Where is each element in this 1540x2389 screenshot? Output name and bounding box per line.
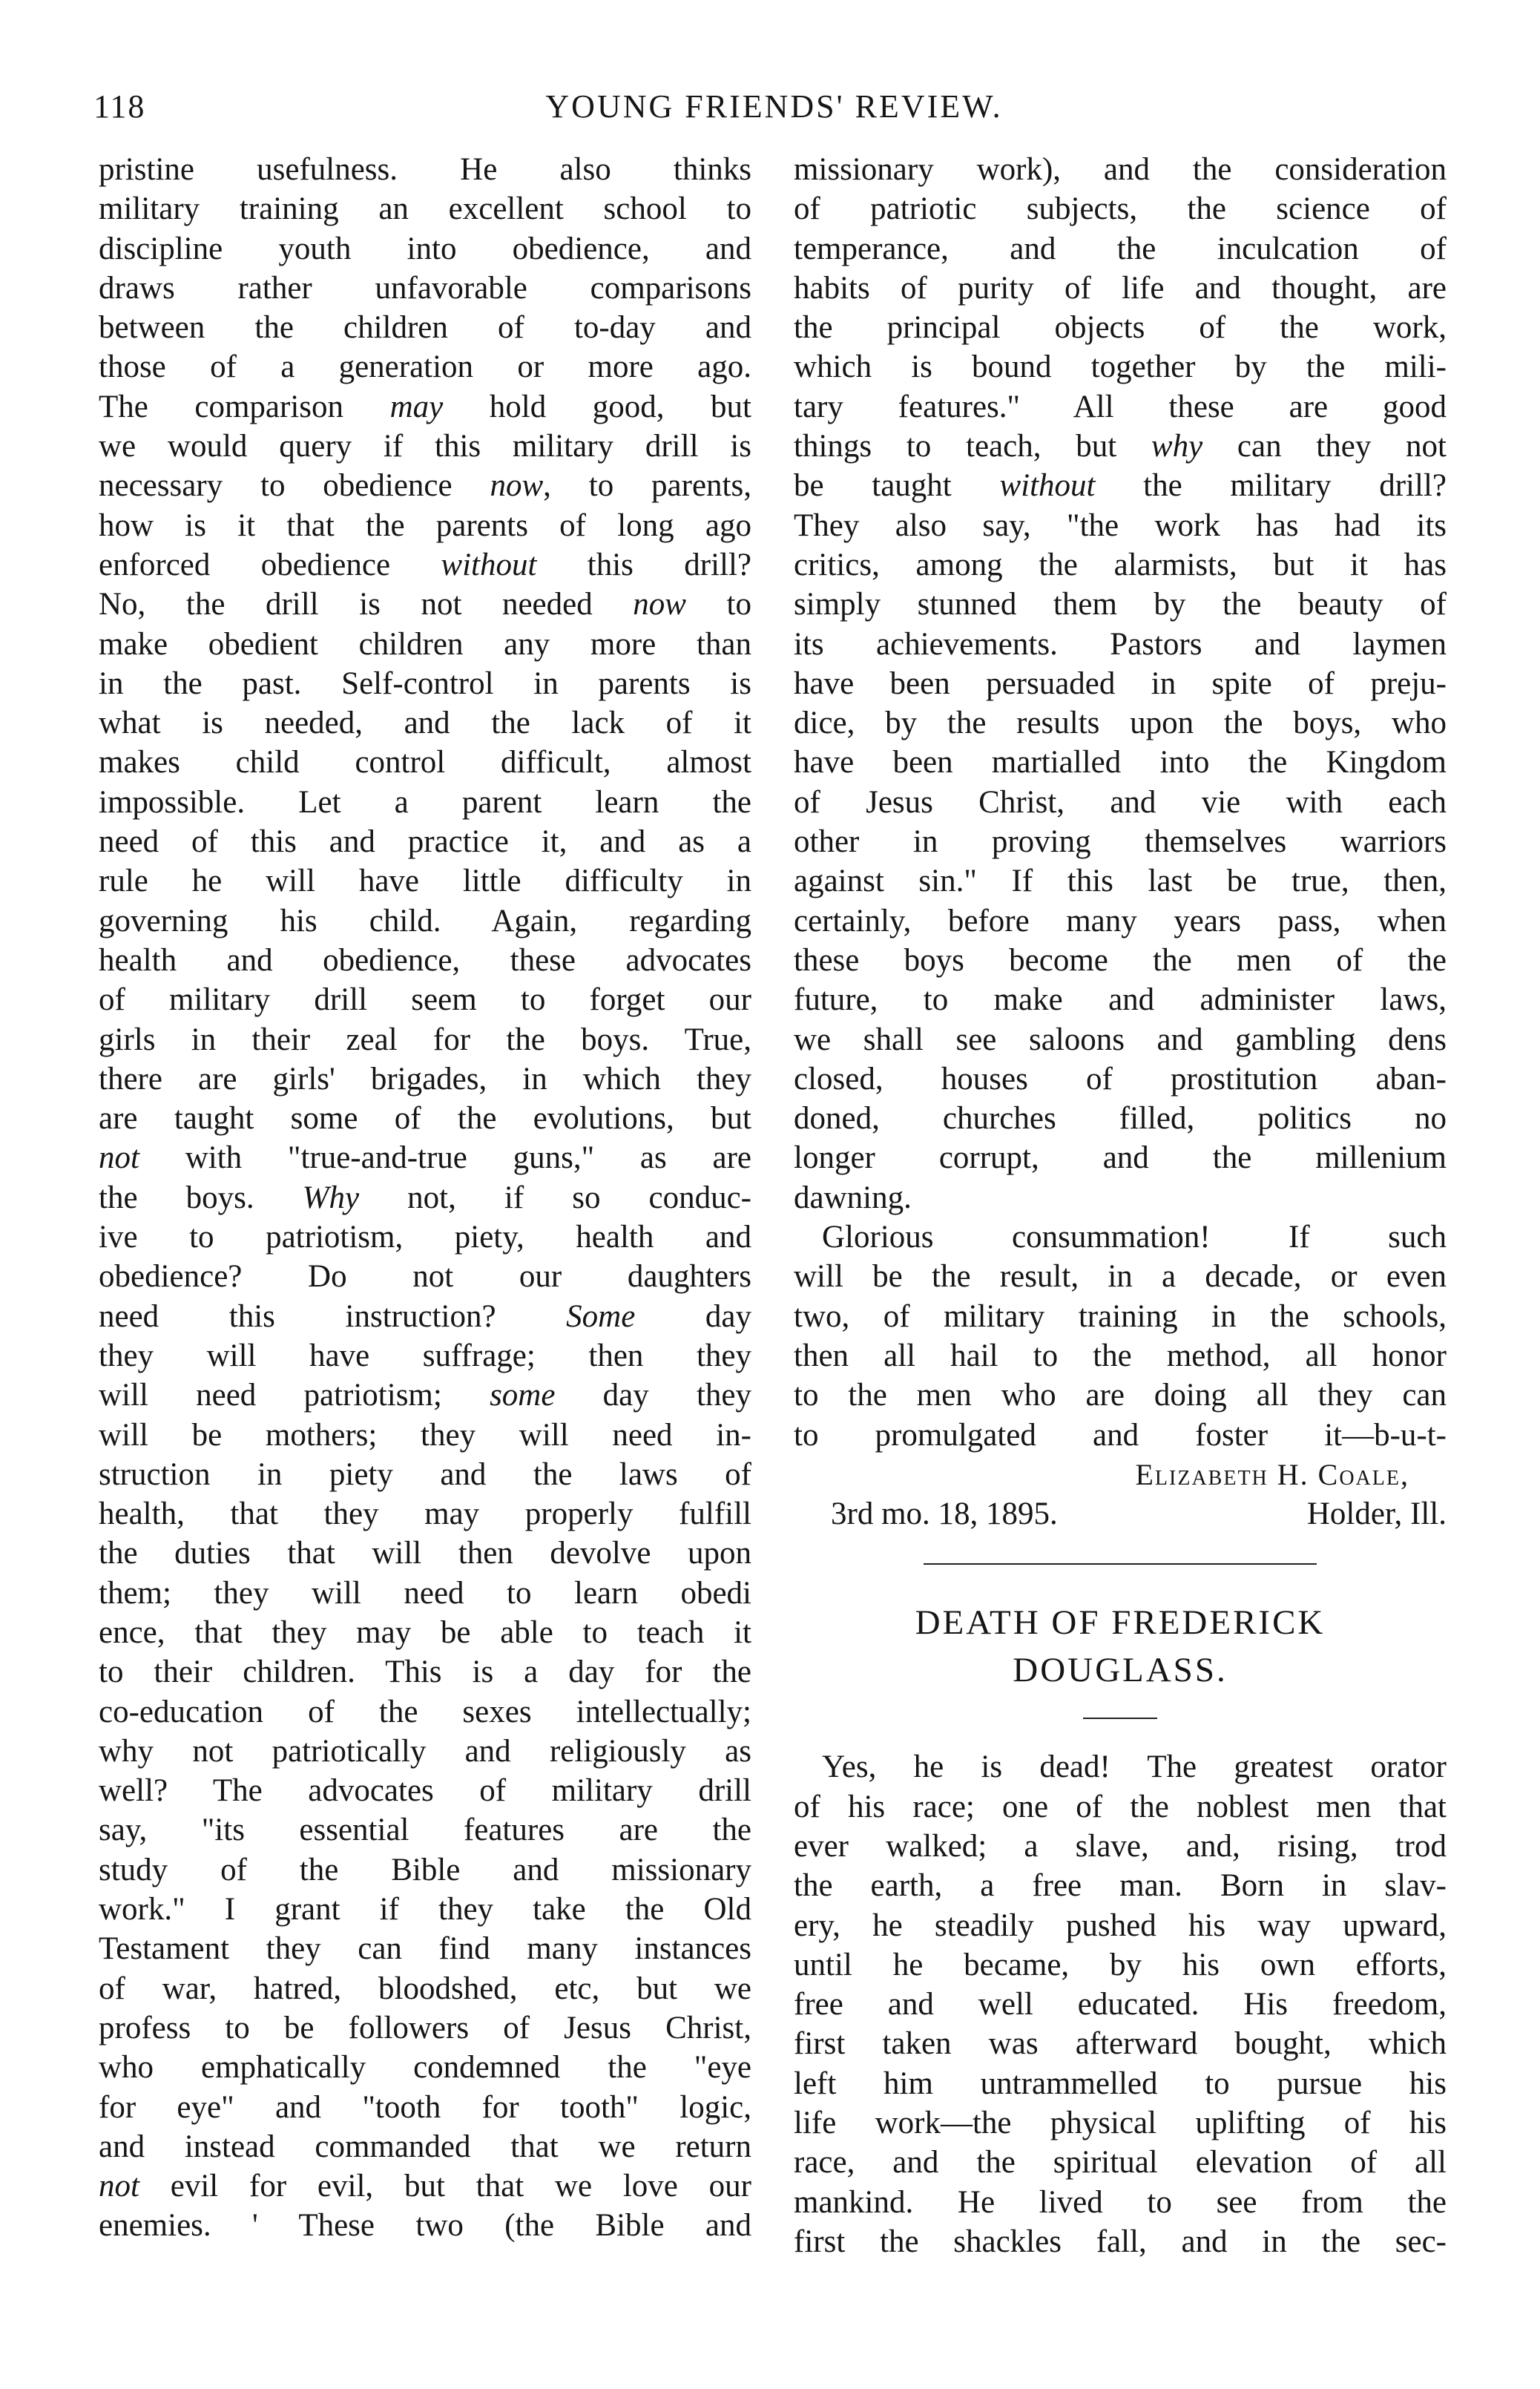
- left-column: [99, 150, 751, 2246]
- text-line: and instead commanded that we return: [99, 2129, 751, 2164]
- author-signature: Elizabeth H. Coale,: [1135, 1457, 1409, 1491]
- text-line: which is bound together by the mili-: [794, 349, 1447, 385]
- text-line: military training an excellent school to: [99, 191, 751, 227]
- text-line: well? The advocates of military drill: [99, 1773, 751, 1809]
- text-line: then all hail to the method, all honor: [794, 1338, 1447, 1373]
- text-line: enemies. ' These two (the Bible and: [99, 2208, 751, 2244]
- text-line: future, to make and administer laws,: [794, 982, 1447, 1018]
- text-line: Testament they can find many instances: [99, 1931, 751, 1967]
- text-line: discipline youth into obedience, and: [99, 231, 751, 266]
- text-line: temperance, and the inculcation of: [794, 231, 1447, 266]
- text-line: draws rather unfavorable comparisons: [99, 270, 751, 306]
- text-line: who emphatically condemned the "eye: [99, 2050, 751, 2086]
- text-line: be taught without the military drill?: [794, 468, 1447, 504]
- page-header: [93, 88, 1455, 132]
- text-line: The comparison may hold good, but: [99, 389, 751, 424]
- text-line: habits of purity of life and thought, are: [794, 270, 1447, 306]
- text-line: to promulgated and foster it—b-u-t-: [794, 1417, 1447, 1453]
- text-line: simply stunned them by the beauty of: [794, 587, 1447, 622]
- text-line: there are girls' brigades, in which they: [99, 1061, 751, 1097]
- text-line: profess to be followers of Jesus Christ,: [99, 2010, 751, 2045]
- text-line: will need patriotism; some day they: [99, 1378, 751, 1413]
- text-line: certainly, before many years pass, when: [794, 903, 1447, 939]
- text-line: rule he will have little difficulty in: [99, 864, 751, 899]
- text-line: They also say, "the work has had its: [794, 507, 1447, 543]
- text-line: health and obedience, these advocates: [99, 942, 751, 978]
- text-line: we shall see saloons and gambling dens: [794, 1022, 1447, 1057]
- text-line: of war, hatred, bloodshed, etc, but we: [99, 1971, 751, 2006]
- article-line: life work—the physical uplifting of his: [794, 2106, 1447, 2141]
- right-column: [794, 150, 1447, 2261]
- text-line: the boys. Why not, if so conduc-: [99, 1180, 751, 1215]
- text-line: ence, that they may be able to teach it: [99, 1614, 751, 1650]
- text-line: against sin." If this last be true, then,: [794, 864, 1447, 899]
- text-line: makes child control difficult, almost: [99, 745, 751, 781]
- text-line: obedience? Do not our daughters: [99, 1259, 751, 1295]
- text-line: pristine usefulness. He also thinks: [99, 152, 751, 187]
- text-line: these boys become the men of the: [794, 942, 1447, 978]
- text-line: girls in their zeal for the boys. True,: [99, 1022, 751, 1057]
- text-line: will be mothers; they will need in-: [99, 1417, 751, 1453]
- article-line: mankind. He lived to see from the: [794, 2184, 1447, 2220]
- text-line: need of this and practice it, and as a: [99, 824, 751, 860]
- text-line: those of a generation or more ago.: [99, 349, 751, 385]
- text-line: in the past. Self-control in parents is: [99, 666, 751, 701]
- text-line: them; they will need to learn obedi: [99, 1575, 751, 1611]
- article-line: first taken was afterward bought, which: [794, 2026, 1447, 2062]
- article-line: free and well educated. His freedom,: [794, 1987, 1447, 2022]
- article-line: first the shackles fall, and in the sec-: [794, 2224, 1447, 2259]
- text-line: missionary work), and the consideration: [794, 152, 1447, 187]
- text-line: governing his child. Again, regarding: [99, 903, 751, 939]
- text-line: the principal objects of the work,: [794, 310, 1447, 346]
- text-line: longer corrupt, and the millenium: [794, 1140, 1447, 1176]
- text-line: we would query if this military drill is: [99, 429, 751, 464]
- text-line: ive to patriotism, piety, health and: [99, 1220, 751, 1255]
- dateline: [794, 1494, 1447, 1534]
- article-title-line-1: DEATH OF FREDERICK: [915, 1603, 1326, 1643]
- text-line: not with "true-and-true guns," as are: [99, 1140, 751, 1176]
- article-line: of his race; one of the noblest men that: [794, 1789, 1447, 1824]
- text-line: other in proving themselves warriors: [794, 824, 1447, 860]
- text-line: they will have suffrage; then they: [99, 1338, 751, 1373]
- text-line: No, the drill is not needed now to: [99, 587, 751, 622]
- text-line: enforced obedience without this drill?: [99, 547, 751, 582]
- text-line: necessary to obedience now, to parents,: [99, 468, 751, 504]
- running-head: YOUNG FRIENDS' REVIEW.: [545, 88, 1003, 125]
- text-line: the duties that will then devolve upon: [99, 1536, 751, 1571]
- text-line: between the children of to-day and: [99, 310, 751, 346]
- text-line: of patriotic subjects, the science of: [794, 191, 1447, 227]
- text-line: critics, among the alarmists, but it has: [794, 547, 1447, 582]
- text-line: to their children. This is a day for the: [99, 1654, 751, 1690]
- text-line: have been martialled into the Kingdom: [794, 745, 1447, 781]
- article-line: ever walked; a slave, and, rising, trod: [794, 1828, 1447, 1864]
- text-line: health, that they may properly fulfill: [99, 1496, 751, 1532]
- title-divider: [1083, 1718, 1157, 1719]
- text-line: co-education of the sexes intellectually;: [99, 1694, 751, 1729]
- text-line: to the men who are doing all they can: [794, 1378, 1447, 1413]
- text-line: things to teach, but why can they not: [794, 429, 1447, 464]
- text-line: for eye" and "tooth for tooth" logic,: [99, 2089, 751, 2125]
- text-line: will be the result, in a decade, or even: [794, 1259, 1447, 1295]
- text-line: closed, houses of prostitution aban-: [794, 1061, 1447, 1097]
- text-line: dawning.: [794, 1180, 912, 1215]
- text-line: Glorious consummation! If such: [822, 1220, 1447, 1255]
- article-line: left him untrammelled to pursue his: [794, 2066, 1447, 2101]
- article-line: ery, he steadily pushed his way upward,: [794, 1907, 1447, 1943]
- text-line: two, of military training in the schools,: [794, 1298, 1447, 1334]
- text-line: need this instruction? Some day: [99, 1298, 751, 1334]
- text-line: impossible. Let a parent learn the: [99, 784, 751, 820]
- article-title-line-2: DOUGLASS.: [1013, 1651, 1228, 1690]
- article-line: until he became, by his own efforts,: [794, 1947, 1447, 1982]
- dateline-place: Holder, Ill.: [1306, 1496, 1447, 1532]
- text-line: why not patriotically and religiously as: [99, 1733, 751, 1769]
- page-number: 118: [93, 88, 146, 125]
- text-line: how is it that the parents of long ago: [99, 507, 751, 543]
- text-line: what is needed, and the lack of it: [99, 706, 751, 741]
- text-line: have been persuaded in spite of preju-: [794, 666, 1447, 701]
- text-line: work." I grant if they take the Old: [99, 1892, 751, 1928]
- article-line: race, and the spiritual elevation of all: [794, 2145, 1447, 2181]
- text-line: doned, churches filled, politics no: [794, 1101, 1447, 1137]
- article-line: the earth, a free man. Born in slav-: [794, 1868, 1447, 1904]
- text-line: dice, by the results upon the boys, who: [794, 706, 1447, 741]
- text-line: tary features." All these are good: [794, 389, 1447, 424]
- section-divider: [924, 1563, 1317, 1565]
- text-line: say, "its essential features are the: [99, 1813, 751, 1848]
- text-line: its achievements. Pastors and laymen: [794, 626, 1447, 662]
- text-line: struction in piety and the laws of: [99, 1456, 751, 1492]
- dateline-date: 3rd mo. 18, 1895.: [831, 1496, 1058, 1532]
- text-line: study of the Bible and missionary: [99, 1852, 751, 1887]
- text-line: are taught some of the evolutions, but: [99, 1101, 751, 1137]
- text-line: of military drill seem to forget our: [99, 982, 751, 1018]
- article-line: Yes, he is dead! The greatest orator: [822, 1749, 1447, 1785]
- text-line: not evil for evil, but that we love our: [99, 2169, 751, 2204]
- text-line: of Jesus Christ, and vie with each: [794, 784, 1447, 820]
- text-line: make obedient children any more than: [99, 626, 751, 662]
